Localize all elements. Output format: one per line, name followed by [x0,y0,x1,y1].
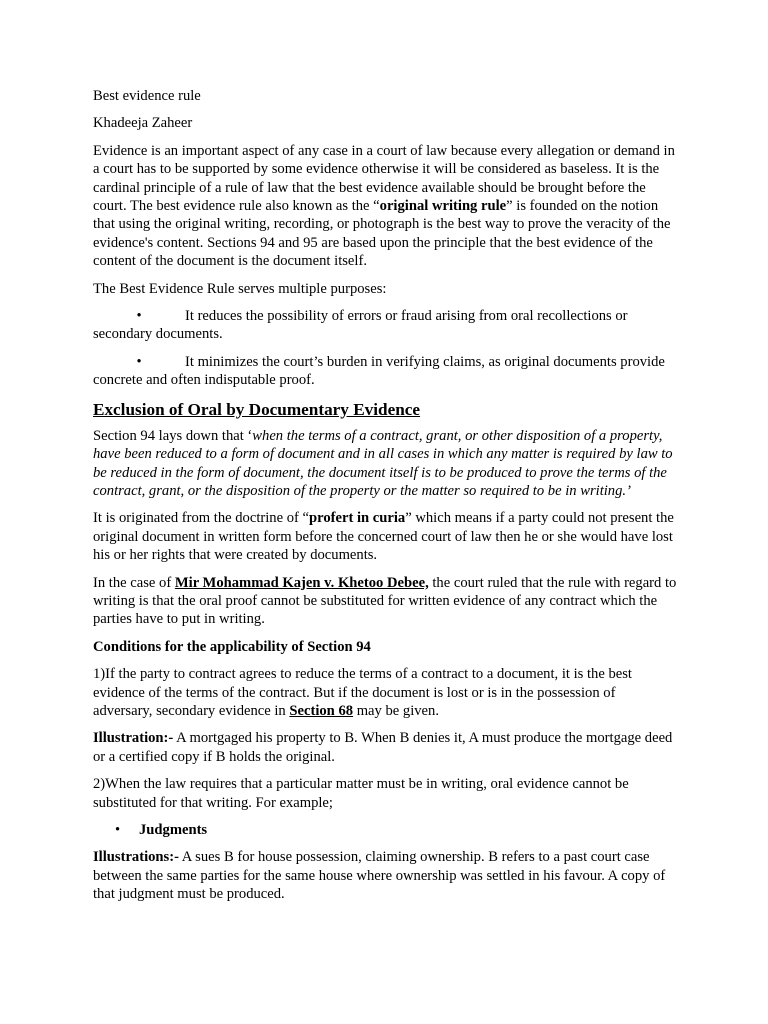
section94-quote: when the terms of a contract, grant, or other disposition of a property, have been reduced to a form of document and in all cases in which any matter is required by law to be reduced in the form of document, the document itself is to be produced to prove the terms of the contract, grant, or the disposition of the property or the matter so required to be in writing. [93,427,673,499]
condition1-paragraph [93,665,678,720]
illustration1-paragraph [93,729,678,766]
condition2-paragraph: 2)When the law requires that a particular matter must be in writing, oral evidence cannot be substituted for that writing. For example; [93,776,629,811]
intro-text-part2: ” is founded on the notion that using the original writing, recording, or photograph is the best way to prove the veracity of the evidence's content. Sections 94 and 95 are based upon the principle that the best evidence of the content of the document is the document itself. [93,198,671,270]
document-page [93,87,678,913]
profert-part2: ” which means if a party could not present the original document in written form before the concerned court of law then he or she would have lost his or her rights that were created by documents. [93,510,674,564]
bullet-icon: • [115,822,121,838]
illustration2-text: A sues B for house possession, claiming ownership. B refers to a past court case between the same parties for the same house where ownership was settled in his favour. A copy of that judgment must be produced. [93,849,666,903]
purposes-intro: The Best Evidence Rule serves multiple purposes: [93,280,387,297]
profert-paragraph [93,509,678,564]
illustration1-text: A mortgaged his property to B. When B denies it, A must produce the mortgage deed or a certified copy if B holds the original. [93,730,673,765]
condition1-part1: 1)If the party to contract agrees to reduce the terms of a contract to a document, it is the best evidence of the terms of the contract. But if the document is lost or is in the possession of adversary, secondary evidence in [93,666,632,719]
case-name-link[interactable]: Mir Mohammad Kajen v. Khetoo Debee, [174,574,429,591]
bullet-icon: • [136,308,142,325]
profert-part1: It is originated from the doctrine of “ [93,510,309,527]
illustration1-label: Illustration:- [93,730,174,747]
purpose-item-2 [93,353,678,390]
purpose-text-1: It reduces the possibility of errors or fraud arising from oral recollections or secondary documents. [93,308,628,343]
purpose-item-1 [93,307,678,344]
illustration2-label: Illustrations:- [93,849,179,866]
document-title: Best evidence rule [93,88,201,104]
bullet-icon: • [136,353,142,370]
illustration2-paragraph [93,848,678,903]
intro-bold-term: original writing rule [379,198,507,215]
judgments-list-item [93,821,678,839]
case-part2: the court ruled that the rule with regard to writing is that the oral proof cannot be substituted for written evidence of any contract which the parties have to put in writing. [93,574,677,628]
purpose-text-2: It minimizes the court’s burden in verifying claims, as original documents provide concrete and often indisputable proof. [93,353,665,389]
conditions-heading: Conditions for the applicability of Section 94 [93,638,371,655]
judgments-label: Judgments [139,822,208,838]
document-author: Khadeeja Zaheer [93,115,193,132]
section68-link[interactable]: Section 68 [289,702,354,719]
intro-text-part1: Evidence is an important aspect of any case in a court of law because every allegation or demand in a court has to be supported by some evidence otherwise it will be considered as baseless. It is the cardinal principle of a rule of law that the best evidence available should be brought before the court. The best evidence rule also known as the “ [93,142,675,215]
section94-paragraph [93,427,678,501]
case-part1: In the case of [93,574,175,591]
profert-bold-term: profert in curia [309,510,406,527]
intro-paragraph [93,142,678,271]
case-paragraph [93,574,678,629]
condition1-part2: may be given. [353,702,439,719]
section94-close: ’ [626,482,631,499]
section94-lead: Section 94 lays down that ‘ [93,427,253,444]
section-heading: Exclusion of Oral by Documentary Evidence [93,399,421,419]
